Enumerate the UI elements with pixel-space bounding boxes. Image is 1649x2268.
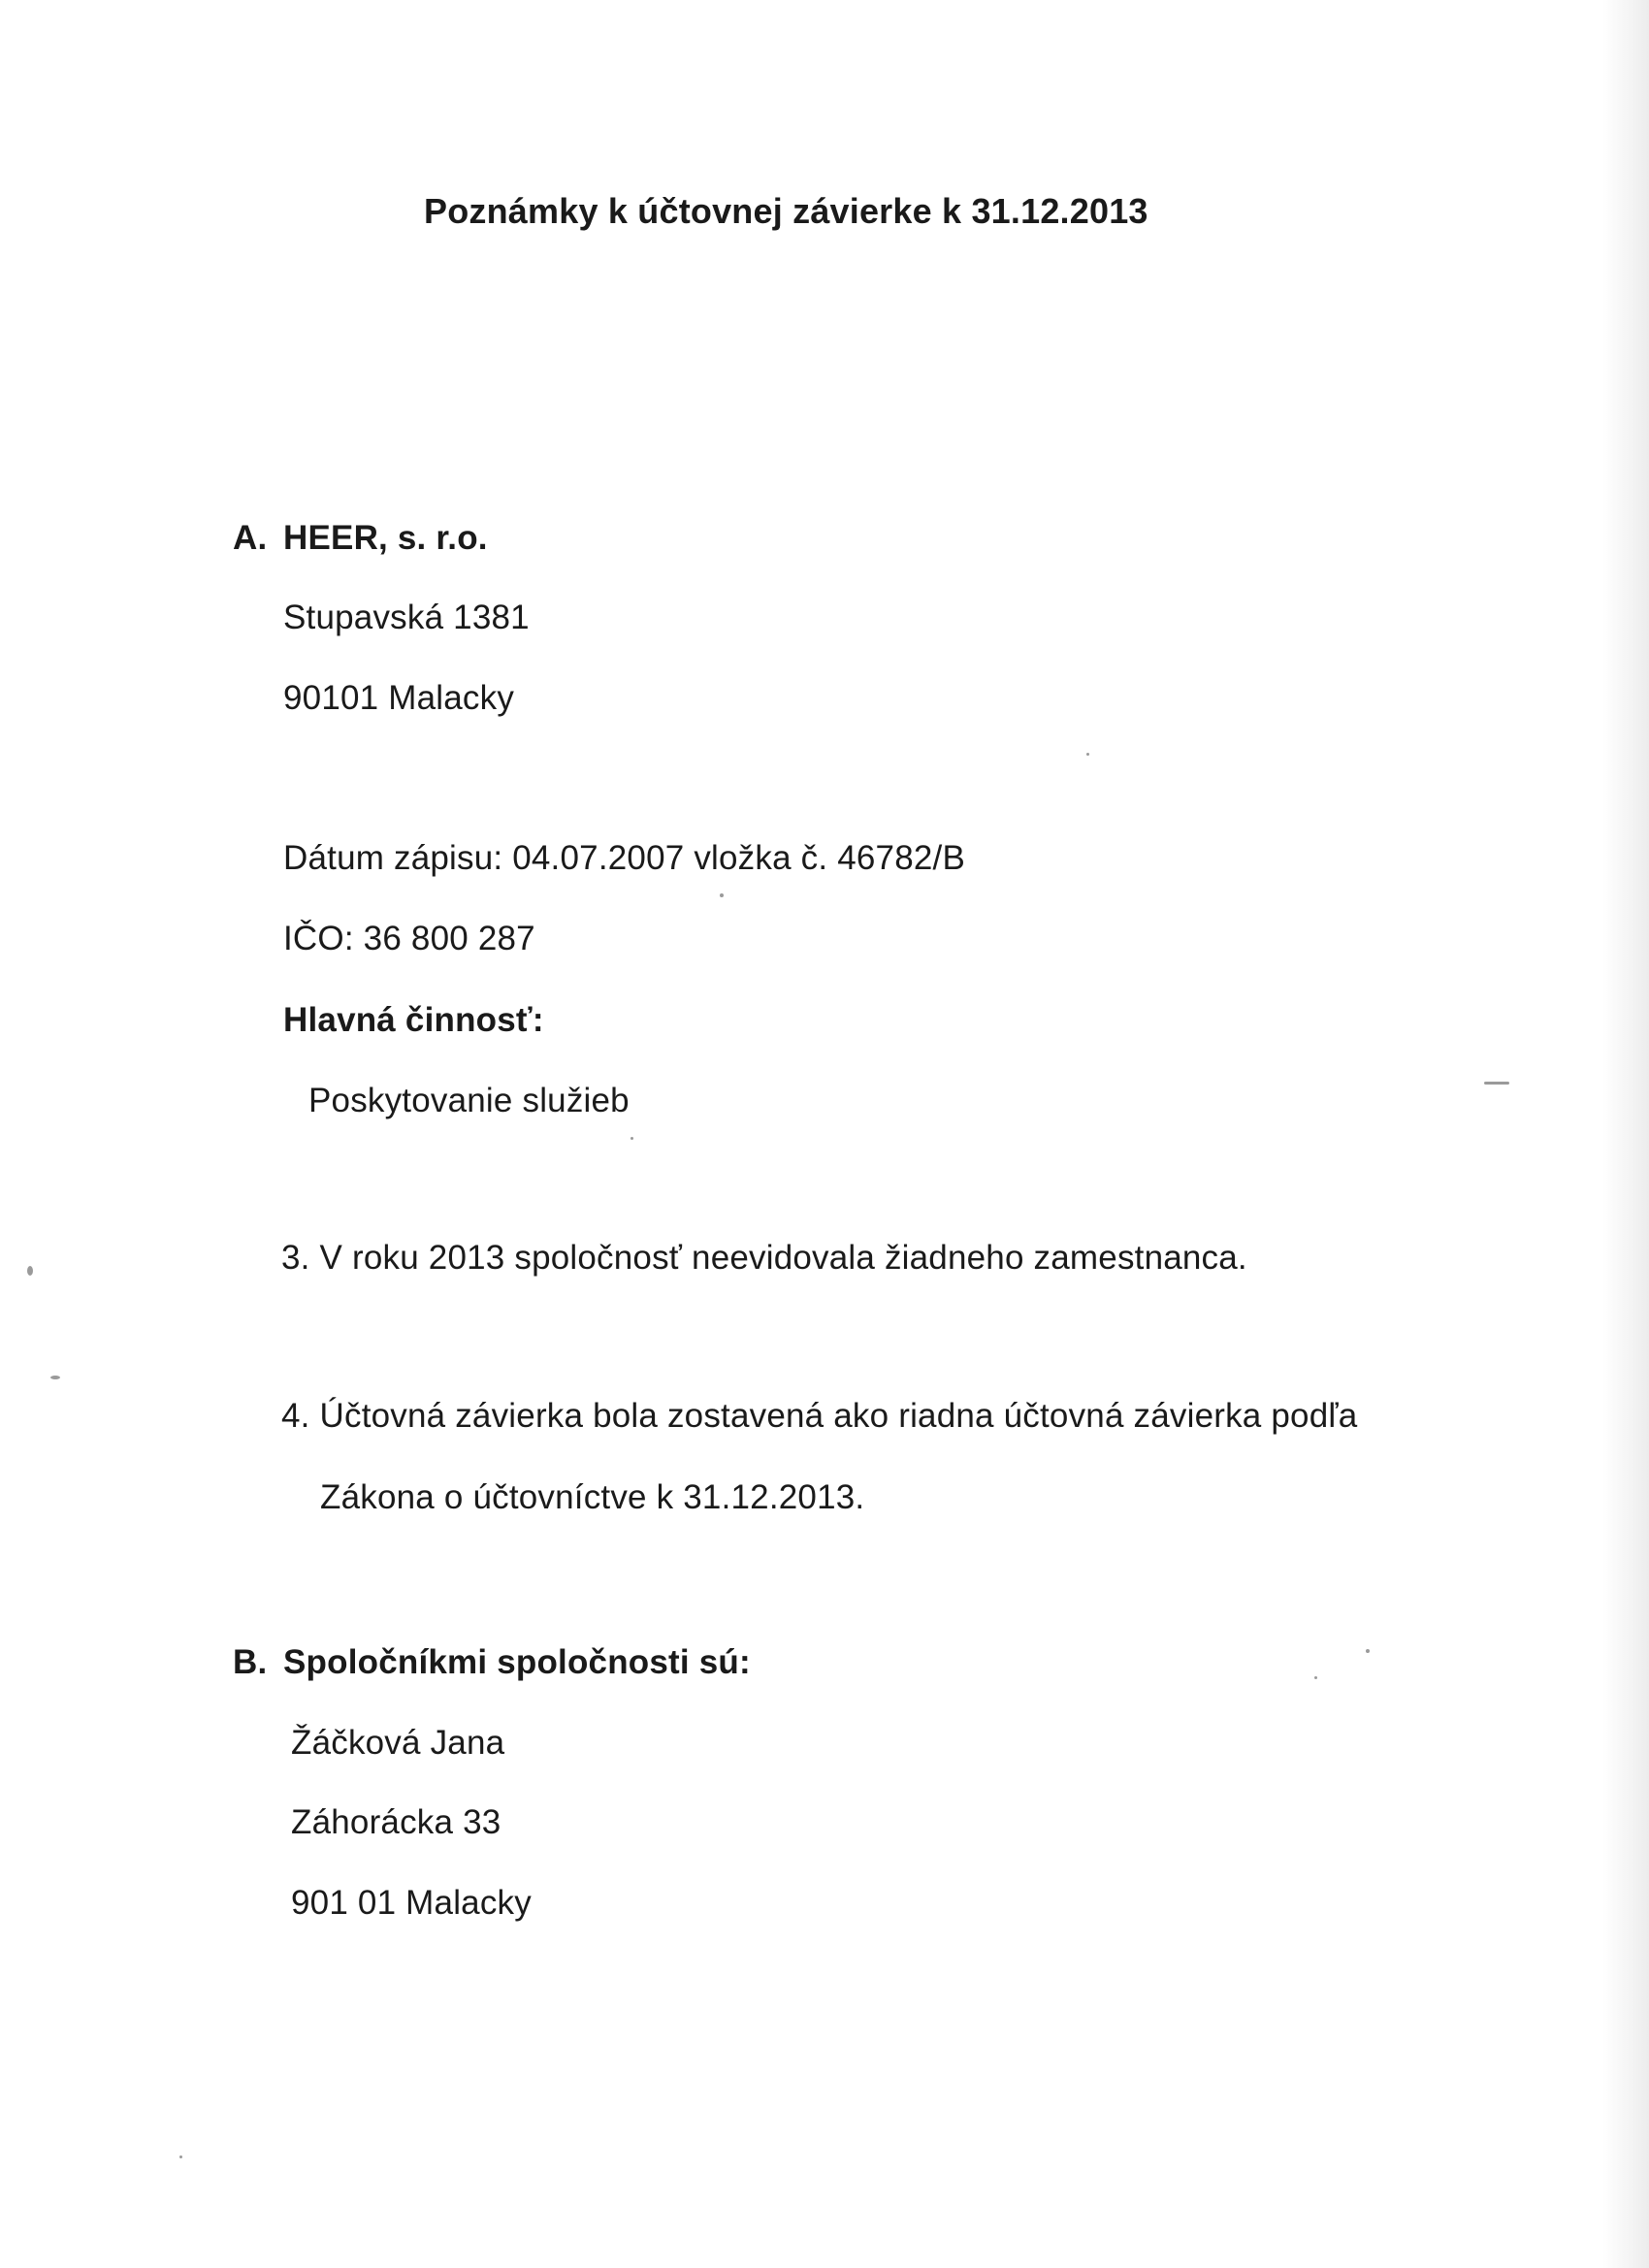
note-4-line-2: Zákona o účtovníctve k 31.12.2013. (320, 1478, 865, 1516)
main-activity-label: Hlavná činnosť: (283, 1001, 544, 1039)
scan-speck (179, 2155, 182, 2158)
section-a-letter: A. (233, 519, 268, 557)
partner-name: Žáčková Jana (291, 1724, 505, 1762)
scan-speck (1314, 1676, 1317, 1679)
scan-speck (630, 1137, 633, 1140)
note-3: 3. V roku 2013 spoločnosť neevidovala žiadneho zamestnanca. (281, 1239, 1247, 1277)
scan-speck (1086, 753, 1089, 756)
company-ico: IČO: 36 800 287 (283, 920, 535, 957)
main-activity-value: Poskytovanie služieb (308, 1082, 630, 1119)
scan-speck (27, 1266, 33, 1276)
section-b-letter: B. (233, 1643, 268, 1681)
partner-street: Záhorácka 33 (291, 1803, 501, 1841)
section-b-heading (233, 1641, 751, 1684)
section-a-heading (233, 517, 488, 560)
section-b-title: Spoločníkmi spoločnosti sú: (283, 1643, 751, 1681)
scan-speck (1484, 1082, 1509, 1085)
scan-speck (720, 893, 724, 897)
company-city: 90101 Malacky (283, 679, 515, 717)
note-4-line-1: 4. Účtovná závierka bola zostavená ako riadna účtovná závierka podľa (281, 1397, 1358, 1435)
partner-city: 901 01 Malacky (291, 1884, 532, 1922)
scan-speck (50, 1376, 60, 1379)
registration-info: Dátum zápisu: 04.07.2007 vložka č. 46782/B (283, 839, 965, 877)
scan-edge-shadow (1602, 0, 1649, 2268)
company-name: HEER, s. r.o. (283, 519, 488, 557)
scan-speck (1366, 1649, 1370, 1653)
company-street: Stupavská 1381 (283, 599, 530, 636)
document-title: Poznámky k účtovnej závierke k 31.12.2013 (424, 191, 1148, 231)
